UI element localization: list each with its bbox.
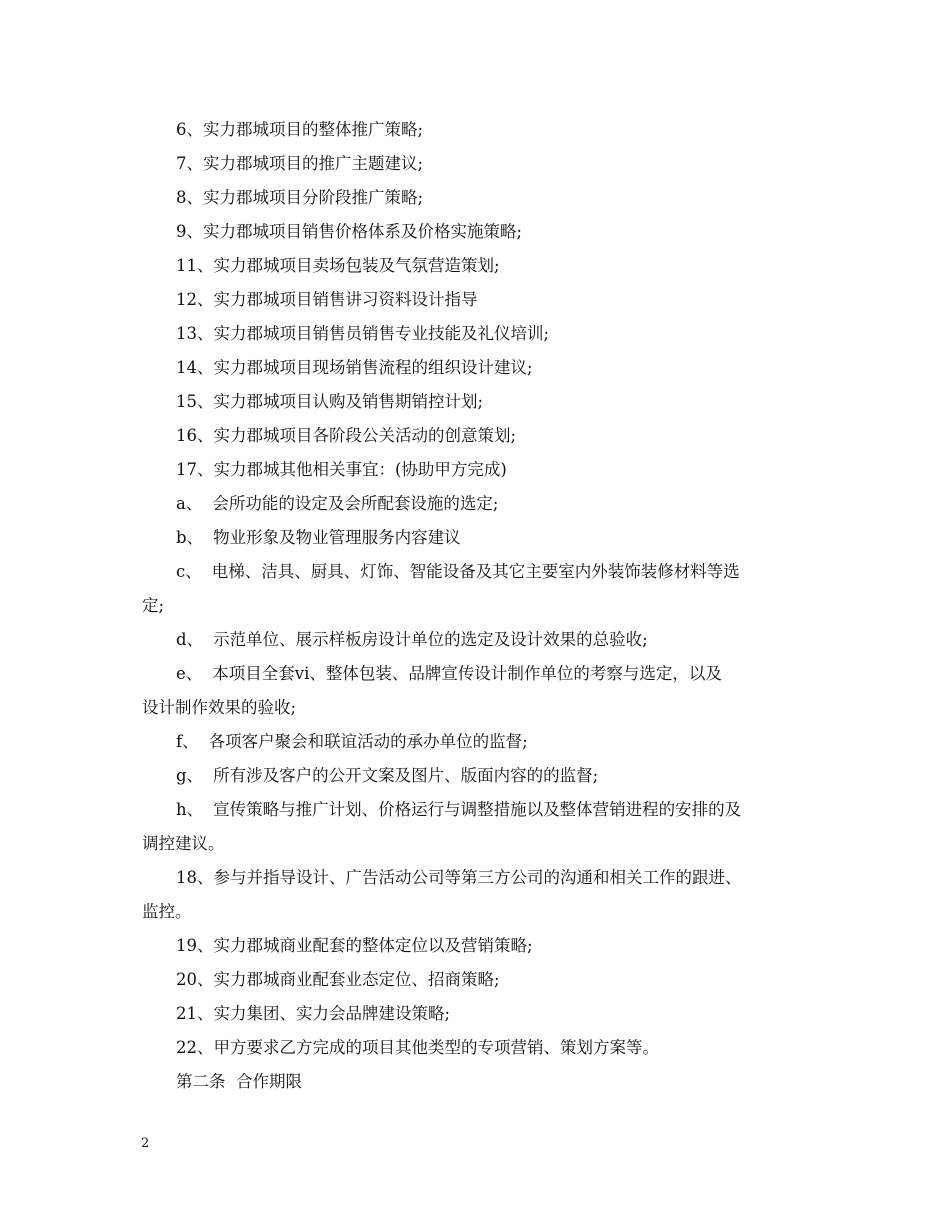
sub-item-marker: f、 — [176, 732, 199, 751]
sub-item-marker: a、 — [176, 494, 203, 513]
page-number: 2 — [141, 1136, 150, 1151]
list-item: 12、实力郡城项目销售讲习资料设计指导 — [176, 290, 478, 309]
sub-item-text: 所有涉及客户的公开文案及图片、版面内容的的监督; — [213, 766, 599, 785]
sub-item-e — [142, 657, 812, 691]
list-item: 11、实力郡城项目卖场包装及气氛营造策划; — [176, 256, 500, 275]
sub-item-marker: b、 — [176, 528, 204, 547]
list-item: 8、实力郡城项目分阶段推广策略; — [176, 188, 424, 207]
sub-item-text: 宣传策略与推广计划、价格运行与调整措施以及整体营销进程的安排的及 — [213, 800, 742, 819]
sub-item-continuation: 定; — [142, 596, 165, 615]
list-item: 9、实力郡城项目销售价格体系及价格实施策略; — [176, 222, 523, 241]
list-item: 16、实力郡城项目各阶段公关活动的创意策划; — [176, 426, 517, 445]
list-item: 13、实力郡城项目销售员销售专业技能及礼仪培训; — [176, 324, 550, 343]
list-item: 21、实力集团、实力会品牌建设策略; — [176, 1004, 451, 1023]
document-body — [142, 113, 812, 1099]
sub-item-marker: e、 — [176, 664, 203, 683]
list-item: 22、甲方要求乙方完成的项目其他类型的专项营销、策划方案等。 — [176, 1038, 659, 1057]
sub-item-text: 各项客户聚会和联谊活动的承办单位的监督; — [208, 732, 528, 751]
list-item: 19、实力郡城商业配套的整体定位以及营销策略; — [176, 936, 533, 955]
sub-item-d — [142, 623, 812, 657]
sub-item-marker: d、 — [176, 630, 204, 649]
sub-item-text: 会所功能的设定及会所配套设施的选定; — [212, 494, 499, 513]
sub-item-text: 示范单位、展示样板房设计单位的选定及设计效果的总验收; — [213, 630, 648, 649]
sub-item-marker: c、 — [176, 562, 202, 581]
sub-item-text: 本项目全套vi、整体包装、品牌宣传设计制作单位的考察与选定，以及 — [212, 664, 722, 683]
list-item: 17、实力郡城其他相关事宜：(协助甲方完成) — [176, 460, 507, 479]
list-item-continuation: 监控。 — [142, 902, 192, 921]
sub-item-text: 物业形象及物业管理服务内容建议 — [213, 528, 461, 547]
list-item: 6、实力郡城项目的整体推广策略; — [176, 120, 424, 139]
sub-item-continuation: 调控建议。 — [142, 834, 225, 853]
sub-item-marker: h、 — [176, 800, 204, 819]
list-item: 20、实力郡城商业配套业态定位、招商策略; — [176, 970, 500, 989]
sub-item-c — [142, 555, 812, 589]
sub-item-text: 电梯、洁具、厨具、灯饰、智能设备及其它主要室内外装饰装修材料等选 — [211, 562, 740, 581]
section-heading: 第二条 合作期限 — [176, 1072, 302, 1091]
sub-item-h — [142, 793, 812, 827]
sub-item-f — [142, 725, 812, 759]
sub-item-marker: g、 — [176, 766, 204, 785]
sub-item-continuation: 设计制作效果的验收; — [142, 698, 297, 717]
sub-item-g — [142, 759, 812, 793]
list-item: 18、参与并指导设计、广告活动公司等第三方公司的沟通和相关工作的跟进、 — [176, 868, 742, 887]
sub-item-b — [142, 521, 812, 555]
list-item: 15、实力郡城项目认购及销售期销控计划; — [176, 392, 484, 411]
list-item: 14、实力郡城项目现场销售流程的组织设计建议; — [176, 358, 533, 377]
list-item: 7、实力郡城项目的推广主题建议; — [176, 154, 424, 173]
sub-item-a — [142, 487, 812, 521]
